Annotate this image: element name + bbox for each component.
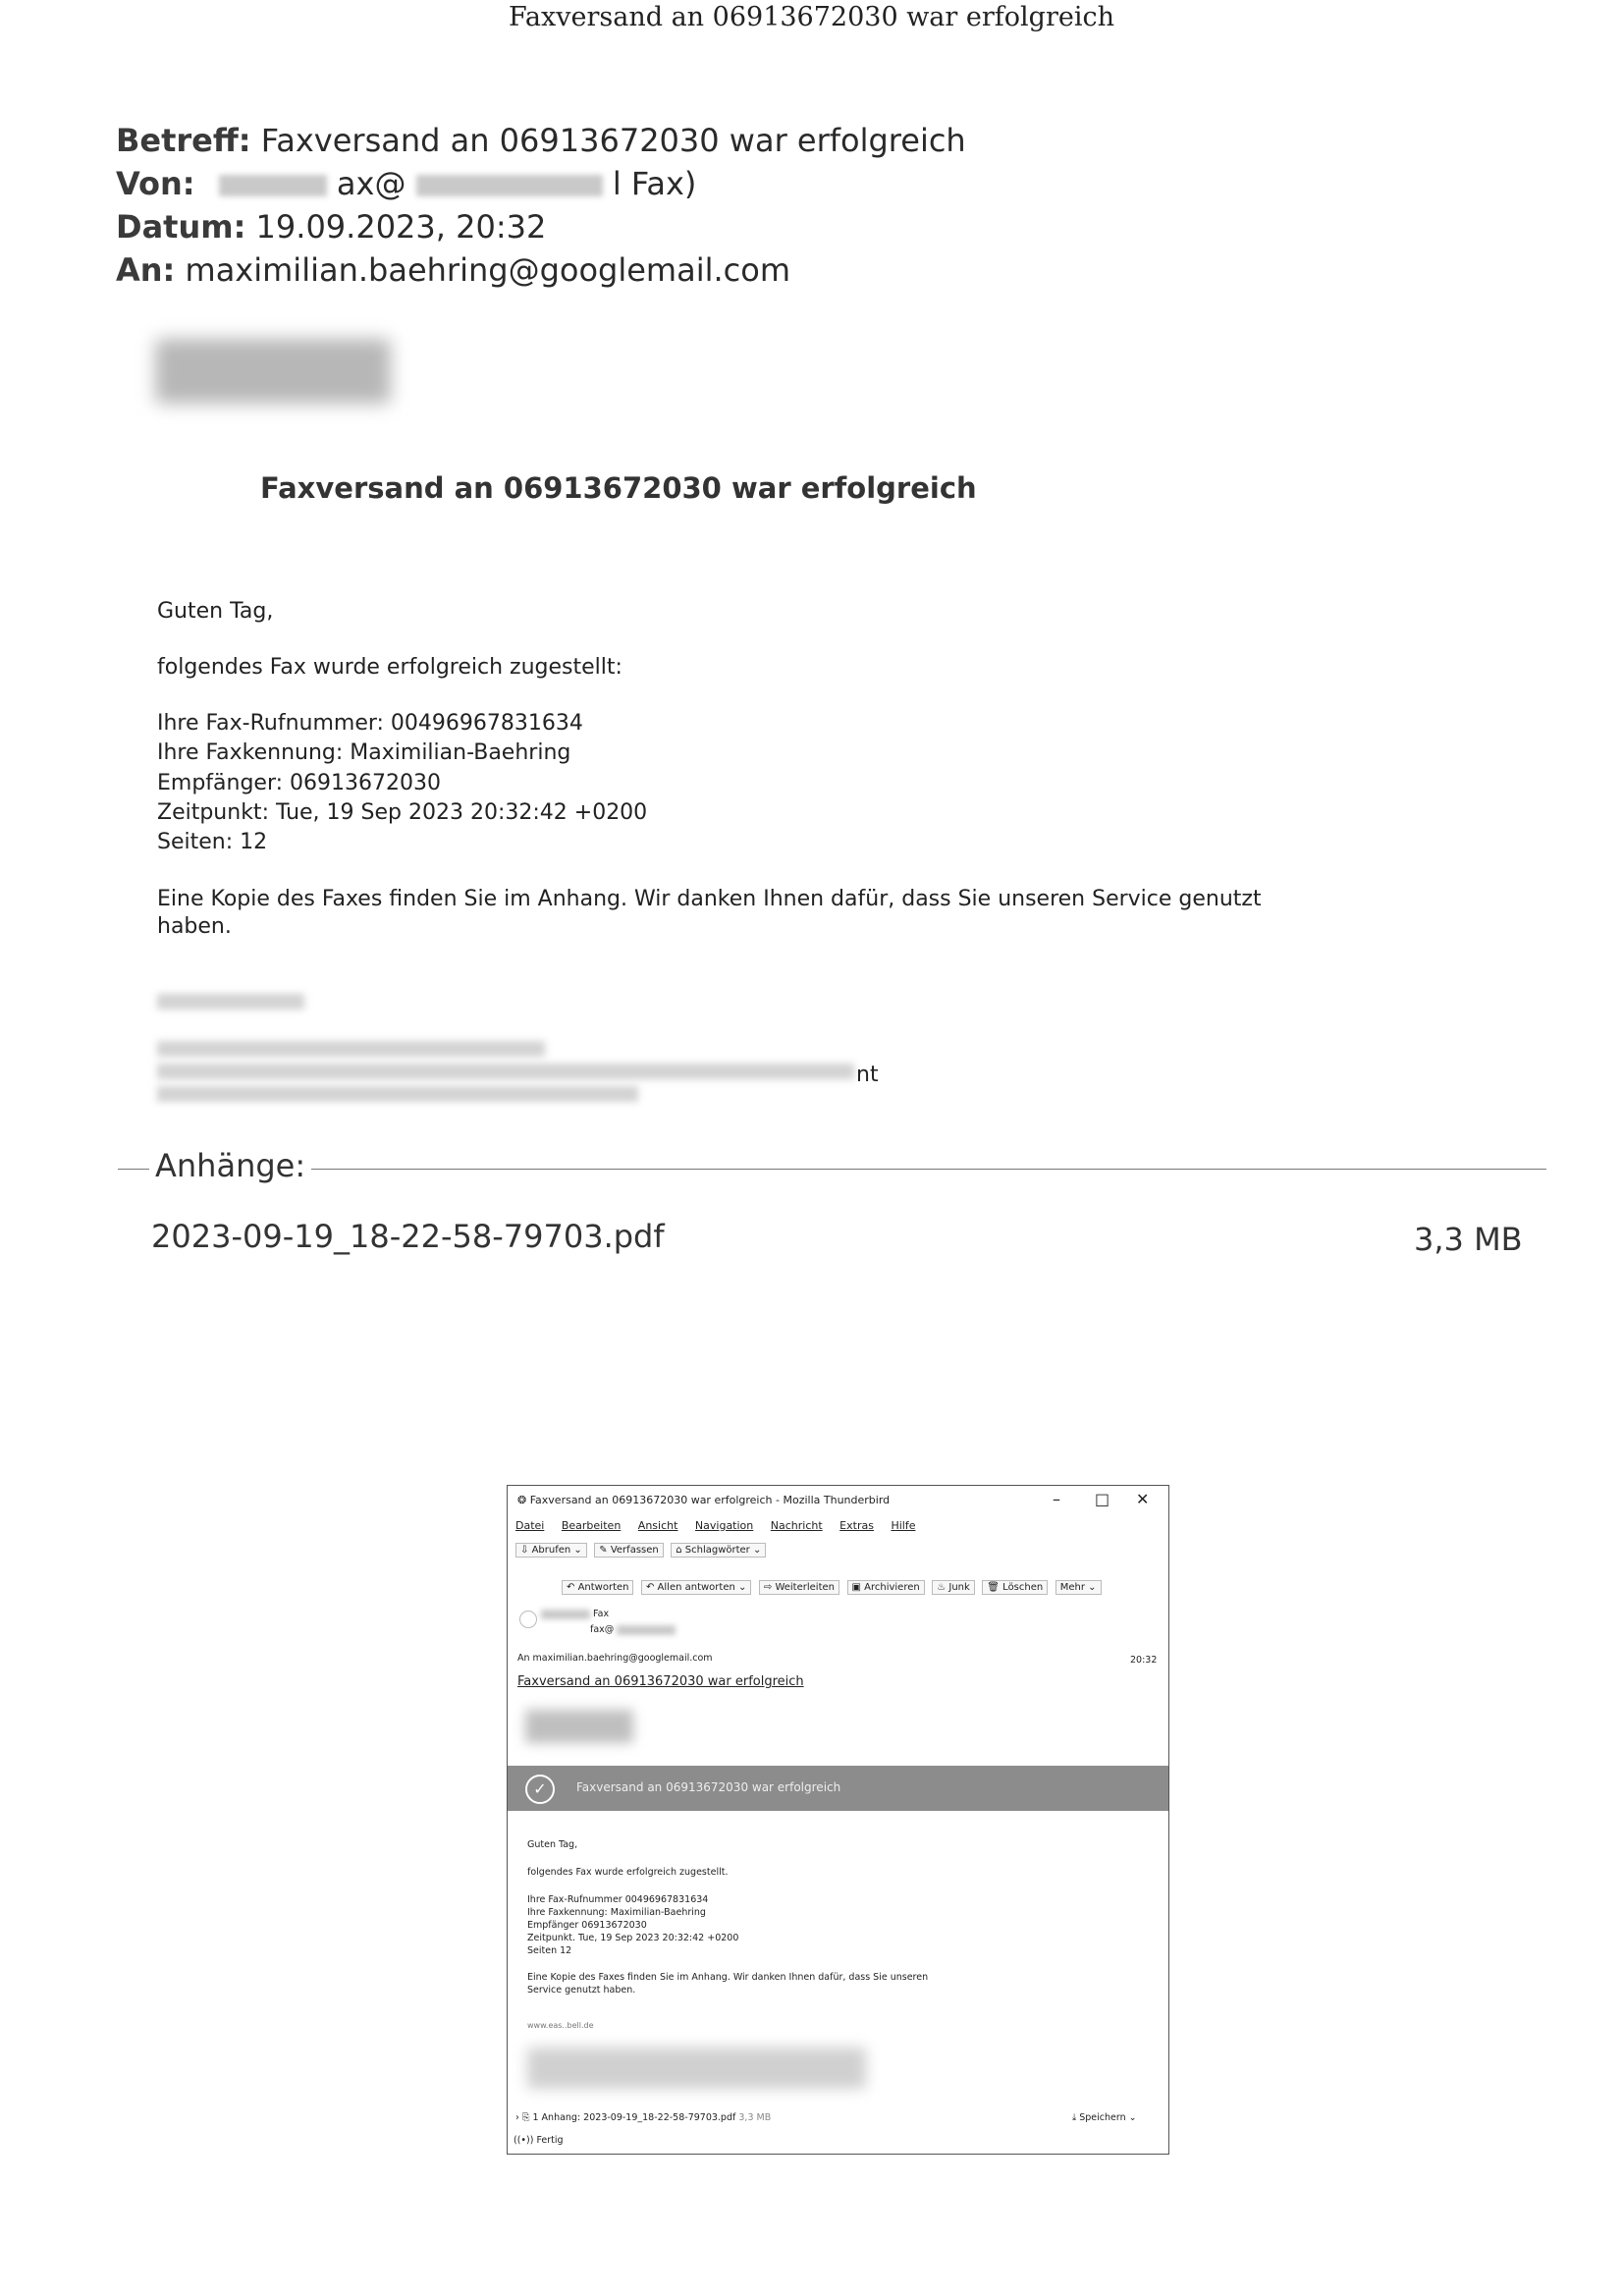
thumbnail-copy-1: Eine Kopie des Faxes finden Sie im Anhang. Wir danken Ihnen dafür, dass Sie unseren	[527, 1972, 929, 1983]
from-line	[116, 165, 696, 202]
redacted-sender-name	[219, 175, 327, 196]
expand-chevron-icon[interactable]: ›	[515, 2112, 519, 2123]
thumbnail-website: www.eas..bell.de	[527, 2021, 594, 2030]
download-icon: ⤓	[1072, 2112, 1077, 2123]
date-label: Datum:	[116, 208, 246, 246]
minimize-icon[interactable]: –	[1053, 1490, 1060, 1508]
get-mail-label: Abrufen	[531, 1545, 571, 1556]
redacted-signature	[527, 2048, 866, 2089]
more-button[interactable]: Mehr ⌄	[1055, 1580, 1102, 1595]
page-title: Faxversand an 06913672030 war erfolgreich	[509, 2, 1114, 32]
menu-ansicht[interactable]: Ansicht	[637, 1519, 678, 1532]
get-mail-button[interactable]: ⇩ Abrufen ⌄	[515, 1543, 587, 1558]
banner-text: Faxversand an 06913672030 war erfolgreich	[576, 1780, 841, 1794]
redacted-signature	[157, 1086, 638, 1102]
menu-datei[interactable]: Datei	[515, 1519, 545, 1532]
thumbnail-greeting: Guten Tag,	[527, 1839, 578, 1850]
thumbnail-line-3: Empfänger 06913672030	[527, 1920, 647, 1931]
attachment-file-size: 3,3 MB	[1414, 1221, 1523, 1258]
thumbnail-intro: folgendes Fax wurde erfolgreich zugestellt.	[527, 1867, 729, 1878]
date-value: 19.09.2023, 20:32	[255, 208, 547, 246]
redacted-signature	[157, 994, 304, 1010]
menu-nachricht[interactable]: Nachricht	[770, 1519, 823, 1532]
date-line	[116, 208, 546, 246]
attachment-line-size: 3,3 MB	[738, 2112, 772, 2123]
redacted-signature	[157, 1041, 545, 1057]
redacted-sender-domain	[617, 1625, 676, 1635]
checkmark-icon: ✓	[525, 1775, 555, 1804]
more-label: Mehr	[1059, 1582, 1085, 1593]
reply-label: Antworten	[577, 1582, 629, 1593]
status-text: Fertig	[536, 2135, 564, 2146]
recipient: Empfänger: 06913672030	[157, 771, 441, 795]
save-label: Speichern	[1079, 2112, 1126, 2123]
thumbnail-window-title	[517, 1494, 890, 1506]
attachment-line-text: 1 Anhang: 2023-09-19_18-22-58-79703.pdf	[532, 2112, 736, 2123]
reply-all-button[interactable]: ↶ Allen antworten ⌄	[641, 1580, 751, 1595]
sender-name: Fax	[593, 1609, 610, 1619]
close-icon[interactable]: ✕	[1136, 1490, 1150, 1508]
menu-navigation[interactable]: Navigation	[694, 1519, 754, 1532]
menu-bar	[515, 1519, 929, 1532]
write-label: Verfassen	[610, 1545, 659, 1556]
subject-line	[116, 122, 966, 159]
sender-address-text: fax@	[590, 1624, 615, 1635]
subject-label: Betreff:	[116, 122, 251, 159]
attachments-label: Anhänge:	[149, 1147, 311, 1184]
attachment-file-name[interactable]: 2023-09-19_18-22-58-79703.pdf	[151, 1218, 665, 1255]
junk-button[interactable]: ♨ Junk	[932, 1580, 975, 1595]
thunderbird-icon: ❂	[517, 1494, 527, 1506]
delete-button[interactable]: 🗑 Löschen	[982, 1580, 1048, 1595]
from-value-part2: l Fax)	[612, 165, 697, 202]
thumbnail-line-1: Ihre Fax-Rufnummer 00496967831634	[527, 1894, 709, 1905]
forward-button[interactable]: ⇨ Weiterleiten	[759, 1580, 839, 1595]
window-title-text: Faxversand an 06913672030 war erfolgreich - Mozilla Thunderbird	[529, 1494, 891, 1506]
to-label: An:	[116, 251, 176, 289]
redacted-logo	[525, 1710, 633, 1743]
junk-label: Junk	[948, 1582, 970, 1593]
forward-label: Weiterleiten	[775, 1582, 835, 1593]
sender-address	[590, 1624, 676, 1635]
success-banner	[508, 1766, 1168, 1811]
signature-tail: nt	[856, 1063, 879, 1087]
fax-id: Ihre Faxkennung: Maximilian-Baehring	[157, 740, 571, 765]
reply-all-label: Allen antworten	[657, 1582, 735, 1593]
thumbnail-line-5: Seiten 12	[527, 1945, 572, 1956]
tags-label: Schlagwörter	[684, 1545, 750, 1556]
greeting: Guten Tag,	[157, 599, 274, 624]
thumbnail-line-2: Ihre Faxkennung: Maximilian-Baehring	[527, 1907, 706, 1918]
maximize-icon[interactable]: □	[1095, 1490, 1110, 1508]
menu-bearbeiten[interactable]: Bearbeiten	[561, 1519, 622, 1532]
menu-extras[interactable]: Extras	[839, 1519, 874, 1532]
main-toolbar	[515, 1543, 770, 1558]
to-line	[116, 251, 790, 289]
reply-button[interactable]: ↶ Antworten	[562, 1580, 633, 1595]
activity-icon: ((•))	[514, 2135, 534, 2146]
message-actions	[562, 1580, 1106, 1595]
thunderbird-window-thumbnail	[507, 1485, 1169, 2155]
pages: Seiten: 12	[157, 830, 268, 854]
menu-hilfe[interactable]: Hilfe	[891, 1519, 916, 1532]
intro: folgendes Fax wurde erfolgreich zugestellt:	[157, 655, 622, 680]
redacted-logo	[155, 339, 391, 404]
archive-button[interactable]: ▣ Archivieren	[847, 1580, 925, 1595]
copy-note-2: haben.	[157, 914, 232, 939]
sender-block	[541, 1609, 609, 1619]
subject-value: Faxversand an 06913672030 war erfolgreich	[260, 122, 966, 159]
timestamp: Zeitpunkt: Tue, 19 Sep 2023 20:32:42 +0200	[157, 800, 648, 825]
body-title: Faxversand an 06913672030 war erfolgreich	[260, 471, 977, 505]
message-subject: Faxversand an 06913672030 war erfolgreich	[517, 1674, 804, 1689]
delete-label: Löschen	[1002, 1582, 1044, 1593]
copy-note-1: Eine Kopie des Faxes finden Sie im Anhang. Wir danken Ihnen dafür, dass Sie unseren Service genutzt	[157, 887, 1262, 911]
from-label: Von:	[116, 165, 195, 202]
redacted-sender-domain	[416, 175, 603, 196]
sender-avatar	[519, 1611, 537, 1628]
from-value-part1: ax@	[336, 165, 406, 202]
archive-label: Archivieren	[864, 1582, 920, 1593]
status-bar	[514, 2135, 564, 2146]
redacted-sender-name	[541, 1610, 590, 1619]
message-time: 20:32	[1130, 1655, 1158, 1666]
redacted-signature	[157, 1064, 854, 1079]
write-button[interactable]: ✎ Verfassen	[594, 1543, 663, 1558]
to-value: maximilian.baehring@googlemail.com	[185, 251, 790, 289]
fax-number: Ihre Fax-Rufnummer: 00496967831634	[157, 711, 583, 736]
paperclip-icon: ⎘	[521, 2112, 530, 2123]
thumbnail-line-4: Zeitpunkt. Tue, 19 Sep 2023 20:32:42 +0200	[527, 1933, 739, 1943]
recipient-line: An maximilian.baehring@googlemail.com	[517, 1653, 713, 1664]
save-attachment-button[interactable]: ⤓ Speichern ⌄	[1072, 2112, 1137, 2123]
tags-button[interactable]: ⌂ Schlagwörter ⌄	[671, 1543, 766, 1558]
attachments-divider	[118, 1169, 1546, 1170]
attachment-bar[interactable]	[515, 2112, 771, 2123]
thumbnail-copy-2: Service genutzt haben.	[527, 1985, 636, 1995]
